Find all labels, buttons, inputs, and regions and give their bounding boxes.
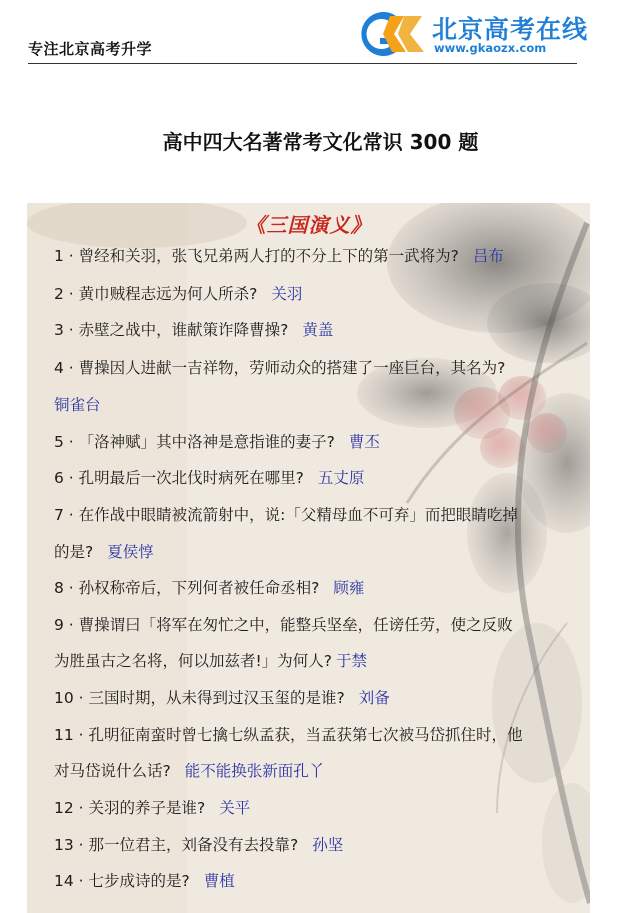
question-4-answer: 铜雀台 <box>54 396 101 414</box>
question-11-text-continued: 对马岱说什么话? <box>54 762 171 780</box>
question-8-text: 孙权称帝后，下列何者被任命丞相? <box>78 579 320 597</box>
question-2-number: 2 <box>54 285 64 303</box>
question-9-text-continued: 为胜虽古之名将，何以加兹者!」为何人? <box>54 652 332 670</box>
question-7-continued <box>54 540 154 562</box>
question-14: 14 · 七步成诗的是? 曹植 <box>54 872 235 890</box>
logo-mark-icon <box>350 8 428 60</box>
question-9-answer: 于禁 <box>335 652 367 670</box>
page-header <box>0 0 641 70</box>
question-5-number: 5 <box>54 433 64 451</box>
question-14-answer: 曹植 <box>203 872 235 890</box>
question-9: 9 · 曹操谓曰「将军在匆忙之中，能整兵坚垒，任谤任劳，使之反败 <box>54 616 513 634</box>
question-13: 13 · 那一位君主，刘备没有去投靠? 孙坚 <box>54 836 344 854</box>
question-11-continued <box>54 759 324 781</box>
question-11-text: 孔明征南蛮时曾七擒七纵孟获，当孟获第七次被马岱抓住时，他 <box>88 726 523 744</box>
question-5-answer: 曹丕 <box>348 433 380 451</box>
question-1-text: 曾经和关羽，张飞兄弟两人打的不分上下的第一武将为? <box>78 247 459 265</box>
question-14-text: 七步成诗的是? <box>88 872 190 890</box>
logo-url: www.gkaozx.com <box>434 41 547 55</box>
question-2-answer: 关羽 <box>271 285 303 303</box>
question-10-number: 10 <box>54 689 74 707</box>
question-6-answer: 五丈原 <box>317 469 365 487</box>
question-3-text: 赤壁之战中，谁献策诈降曹操? <box>78 321 289 339</box>
question-9-number: 9 <box>54 616 64 634</box>
question-9-continued <box>54 649 367 671</box>
question-3-number: 3 <box>54 321 64 339</box>
header-tagline: 专注北京高考升学 <box>28 40 153 58</box>
question-7-text: 在作战中眼睛被流箭射中，说:「父精母血不可弃」而把眼睛吃掉 <box>78 506 518 524</box>
question-10-text: 三国时期，从未得到过汉玉玺的是谁? <box>88 689 345 707</box>
question-10-answer: 刘备 <box>358 689 390 707</box>
question-11-number: 11 <box>54 726 74 744</box>
question-11: 11 · 孔明征南蛮时曾七擒七纵孟获，当孟获第七次被马岱抓住时，他 <box>54 726 523 744</box>
question-14-number: 14 <box>54 872 74 890</box>
question-2: 2 · 黄巾贼程志远为何人所杀? 关羽 <box>54 285 303 303</box>
document-title: 高中四大名著常考文化常识 300 题 <box>162 130 479 154</box>
question-6-number: 6 <box>54 469 64 487</box>
question-2-text: 黄巾贼程志远为何人所杀? <box>78 285 258 303</box>
question-10: 10 · 三国时期，从未得到过汉玉玺的是谁? 刘备 <box>54 689 390 707</box>
question-1-answer: 吕布 <box>472 247 504 265</box>
question-4-number: 4 <box>54 359 64 377</box>
site-logo[interactable] <box>350 8 590 60</box>
header-divider <box>28 63 577 64</box>
question-8-answer: 顾雍 <box>333 579 365 597</box>
question-9-text: 曹操谓曰「将军在匆忙之中，能整兵坚垒，任谤任劳，使之反败 <box>78 616 513 634</box>
question-12-text: 关羽的养子是谁? <box>88 799 206 817</box>
question-7-answer: 夏侯惇 <box>107 543 154 561</box>
question-7: 7 · 在作战中眼睛被流箭射中，说:「父精母血不可弃」而把眼睛吃掉 <box>54 506 518 524</box>
question-7-text-continued: 的是? <box>54 543 94 561</box>
question-4: 4 · 曹操因人进献一吉祥物，劳师动众的搭建了一座巨台，其名为? <box>54 359 506 377</box>
question-5-text: 「洛神赋」其中洛神是意指谁的妻子? <box>78 433 335 451</box>
question-1: 1 · 曾经和关羽，张飞兄弟两人打的不分上下的第一武将为? 吕布 <box>54 247 504 265</box>
question-12-answer: 关平 <box>219 799 251 817</box>
question-13-answer: 孙坚 <box>312 836 344 854</box>
question-3-answer: 黄盖 <box>302 321 334 339</box>
question-11-answer: 能不能换张新面孔丫 <box>184 762 325 780</box>
question-6-text: 孔明最后一次北伐时病死在哪里? <box>78 469 304 487</box>
question-3: 3 · 赤壁之战中，谁献策诈降曹操? 黄盖 <box>54 321 334 339</box>
question-12-number: 12 <box>54 799 74 817</box>
question-5: 5 · 「洛神赋」其中洛神是意指谁的妻子? 曹丕 <box>54 433 380 451</box>
question-13-text: 那一位君主，刘备没有去投靠? <box>88 836 299 854</box>
question-4-continued <box>54 393 101 415</box>
logo-name: 北京高考在线 <box>432 15 589 44</box>
section-title: 《三国演义》 <box>245 213 372 237</box>
question-12: 12 · 关羽的养子是谁? 关平 <box>54 799 251 817</box>
question-7-number: 7 <box>54 506 64 524</box>
question-1-number: 1 <box>54 247 64 265</box>
question-8: 8 · 孙权称帝后，下列何者被任命丞相? 顾雍 <box>54 579 365 597</box>
question-6: 6 · 孔明最后一次北伐时病死在哪里? 五丈原 <box>54 469 365 487</box>
quiz-panel <box>27 203 590 913</box>
question-8-number: 8 <box>54 579 64 597</box>
question-13-number: 13 <box>54 836 74 854</box>
question-4-text: 曹操因人进献一吉祥物，劳师动众的搭建了一座巨台，其名为? <box>78 359 506 377</box>
